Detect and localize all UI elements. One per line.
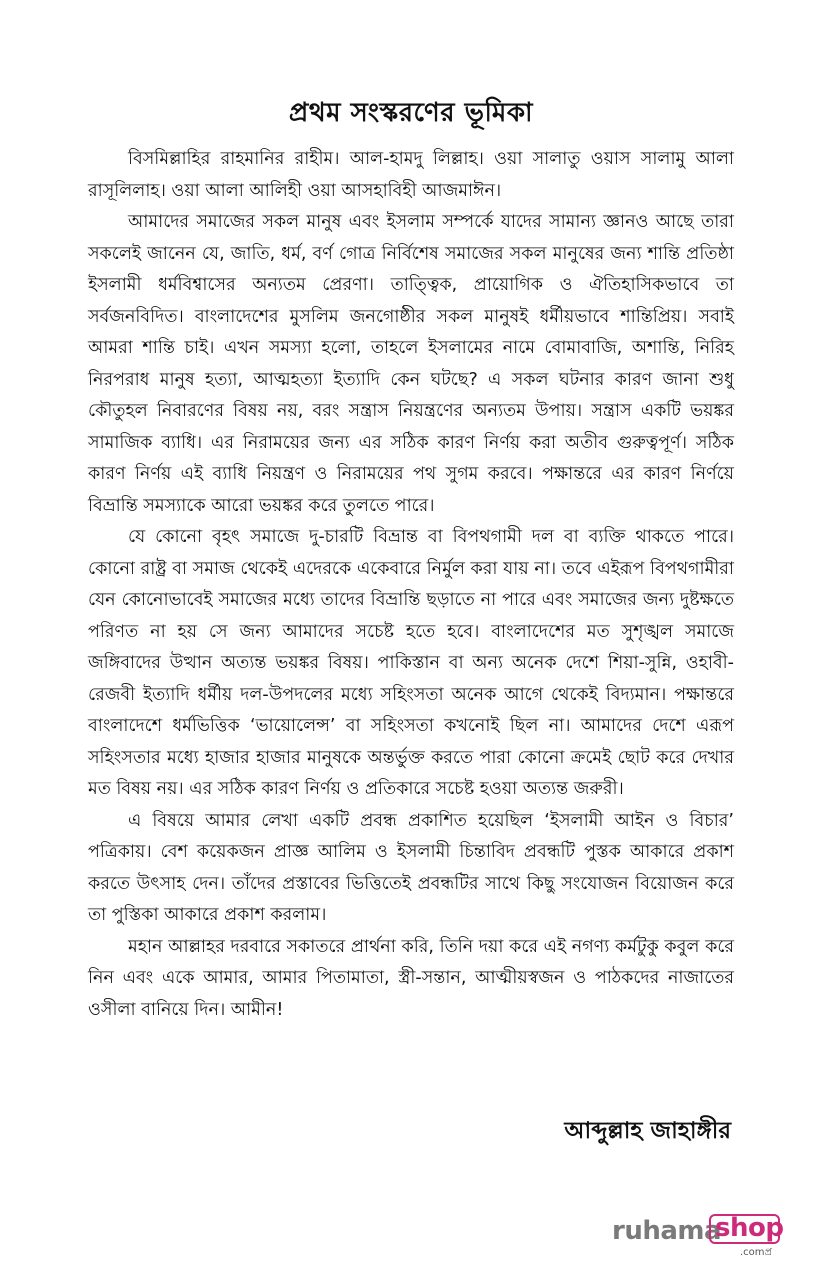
- logo-text-shop: shop: [715, 1213, 784, 1243]
- paragraph-3: যে কোনো বৃহৎ সমাজে দু-চারটি বিভ্রান্ত বা বিপথগামী দল বা ব্যক্তি থাকতে পারে। কোনো রাষ্ট্র বা সমাজ থেকেই এদেরকে একেবারে নির্মুল করা যায় না। তবে এইরূপ বিপথগামীরা যেন কোনোভাবেই সমাজের মধ্যে তাদের বিভ্রান্তি ছড়াতে না পারে এবং সমাজের জন্য দুষ্টক্ষতে পরিণত না হয় সে জন্য আমাদের সচেষ্ট হতে হবে। বাংলাদেশের মত সুশৃঙ্খল সমাজে জঙ্গিবাদের উত্থান অত্যন্ত ভয়ঙ্কর বিষয়। পাকিস্তান বা অন্য অনেক দেশে শিয়া-সুন্নি, ওহাবী-রেজবী ইত্যাদি ধর্মীয় দল-উপদলের মধ্যে সহিংসতা অনেক আগে থেকেই বিদ্যমান। পক্ষান্তরে বাংলাদেশে ধর্মভিত্তিক ‘ভায়োলেন্স’ বা সহিংসতা কখনোই ছিল না। আমাদের দেশে এরূপ সহিংসতার মধ্যে হাজার হাজার মানুষকে অন্তর্ভুক্ত করতে পারা কোনো ক্রমেই ছোট করে দেখার মত বিষয় নয়। এর সঠিক কারণ নির্ণয় ও প্রতিকারে সচেষ্ট হওয়া অত্যন্ত জরুরী।: [88, 527, 734, 799]
- author-signature: আব্দুল্লাহ জাহাঙ্গীর: [564, 1118, 731, 1144]
- paragraph-4: এ বিষয়ে আমার লেখা একটি প্রবন্ধ প্রকাশিত হয়েছিল ‘ইসলামী আইন ও বিচার’ পত্রিকায়। বেশ কয়েকজন প্রাজ্ঞ আলিম ও ইসলামী চিন্তাবিদ প্রবন্ধটি পুস্তক আকারে প্রকাশ করতে উৎসাহ দেন। তাঁদের প্রস্তাবের ভিত্তিতেই প্রবন্ধটির সাথে কিছু সংযোজন বিয়োজন করে তা পুস্তিকা আকারে প্রকাশ করলাম।: [88, 810, 734, 925]
- page-title: প্রথম সংস্করণের ভূমিকা: [288, 98, 534, 128]
- preface-body: [88, 144, 734, 1026]
- paragraph-2: আমাদের সমাজের সকল মানুষ এবং ইসলাম সম্পর্কে যাদের সামান্য জ্ঞানও আছে তারা সকলেই জানেন যে, জাতি, ধর্ম, বর্ণ গোত্র নির্বিশেষ সমাজের সকল মানুষের জন্য শান্তি প্রতিষ্ঠা ইসলামী ধর্মবিশ্বাসের অন্যতম প্রেরণা। তাত্ত্বিক, প্রায়োগিক ও ঐতিহাসিকভাবে তা সর্বজনবিদিত। বাংলাদেশের মুসলিম জনগোষ্ঠীর সকল মানুষই ধর্মীয়ভাবে শান্তিপ্রিয়। সবাই আমরা শান্তি চাই। এখন সমস্যা হলো, তাহলে ইসলামের নামে বোমাবাজি, অশান্তি, নিরিহ নিরপরাধ মানুষ হত্যা, আত্মহত্যা ইত্যাদি কেন ঘটছে? এ সকল ঘটনার কারণ জানা শুধু কৌতুহল নিবারণের বিষয় নয়, বরং সন্ত্রাস নিয়ন্ত্রণের অন্যতম উপায়। সন্ত্রাস একটি ভয়ঙ্কর সামাজিক ব্যাধি। এর নিরাময়ের জন্য এর সঠিক কারণ নির্ণয় করা অতীব গুরুত্বপূর্ণ। সঠিক কারণ নির্ণয় এই ব্যাধি নিয়ন্ত্রণ ও নিরাময়ের পথ সুগম করবে। পক্ষান্তরে এর কারণ নির্ণয়ে বিভ্রান্তি সমস্যাকে আরো ভয়ঙ্কর করে তুলতে পারে।: [88, 212, 734, 516]
- logo-text-ruhama: ruhama: [612, 1216, 722, 1246]
- preface-page: [88, 92, 734, 1026]
- paragraph-1: বিসমিল্লাহির রাহমানির রাহীম। আল-হামদু লিল্লাহ। ওয়া সালাতু ওয়াস সালামু আলা রাসূলিলাহ। ওয়া আলা আলিহী ওয়া আসহাবিহী আজমাঈন।: [88, 149, 734, 201]
- logo-text-suffix: .comপ্র: [740, 1247, 773, 1258]
- paragraph-5: মহান আল্লাহর দরবারে সকাতরে প্রার্থনা করি, তিনি দয়া করে এই নগণ্য কর্মটুকু কবুল করে নিন এবং একে আমার, আমার পিতামাতা, স্ত্রী-সন্তান, আত্মীয়স্বজন ও পাঠকদের নাজাতের ওসীলা বানিয়ে দিন। আমীন!: [88, 936, 734, 1020]
- logo-shop-badge: [709, 1213, 784, 1244]
- ruhamashop-watermark-logo: [612, 1210, 782, 1262]
